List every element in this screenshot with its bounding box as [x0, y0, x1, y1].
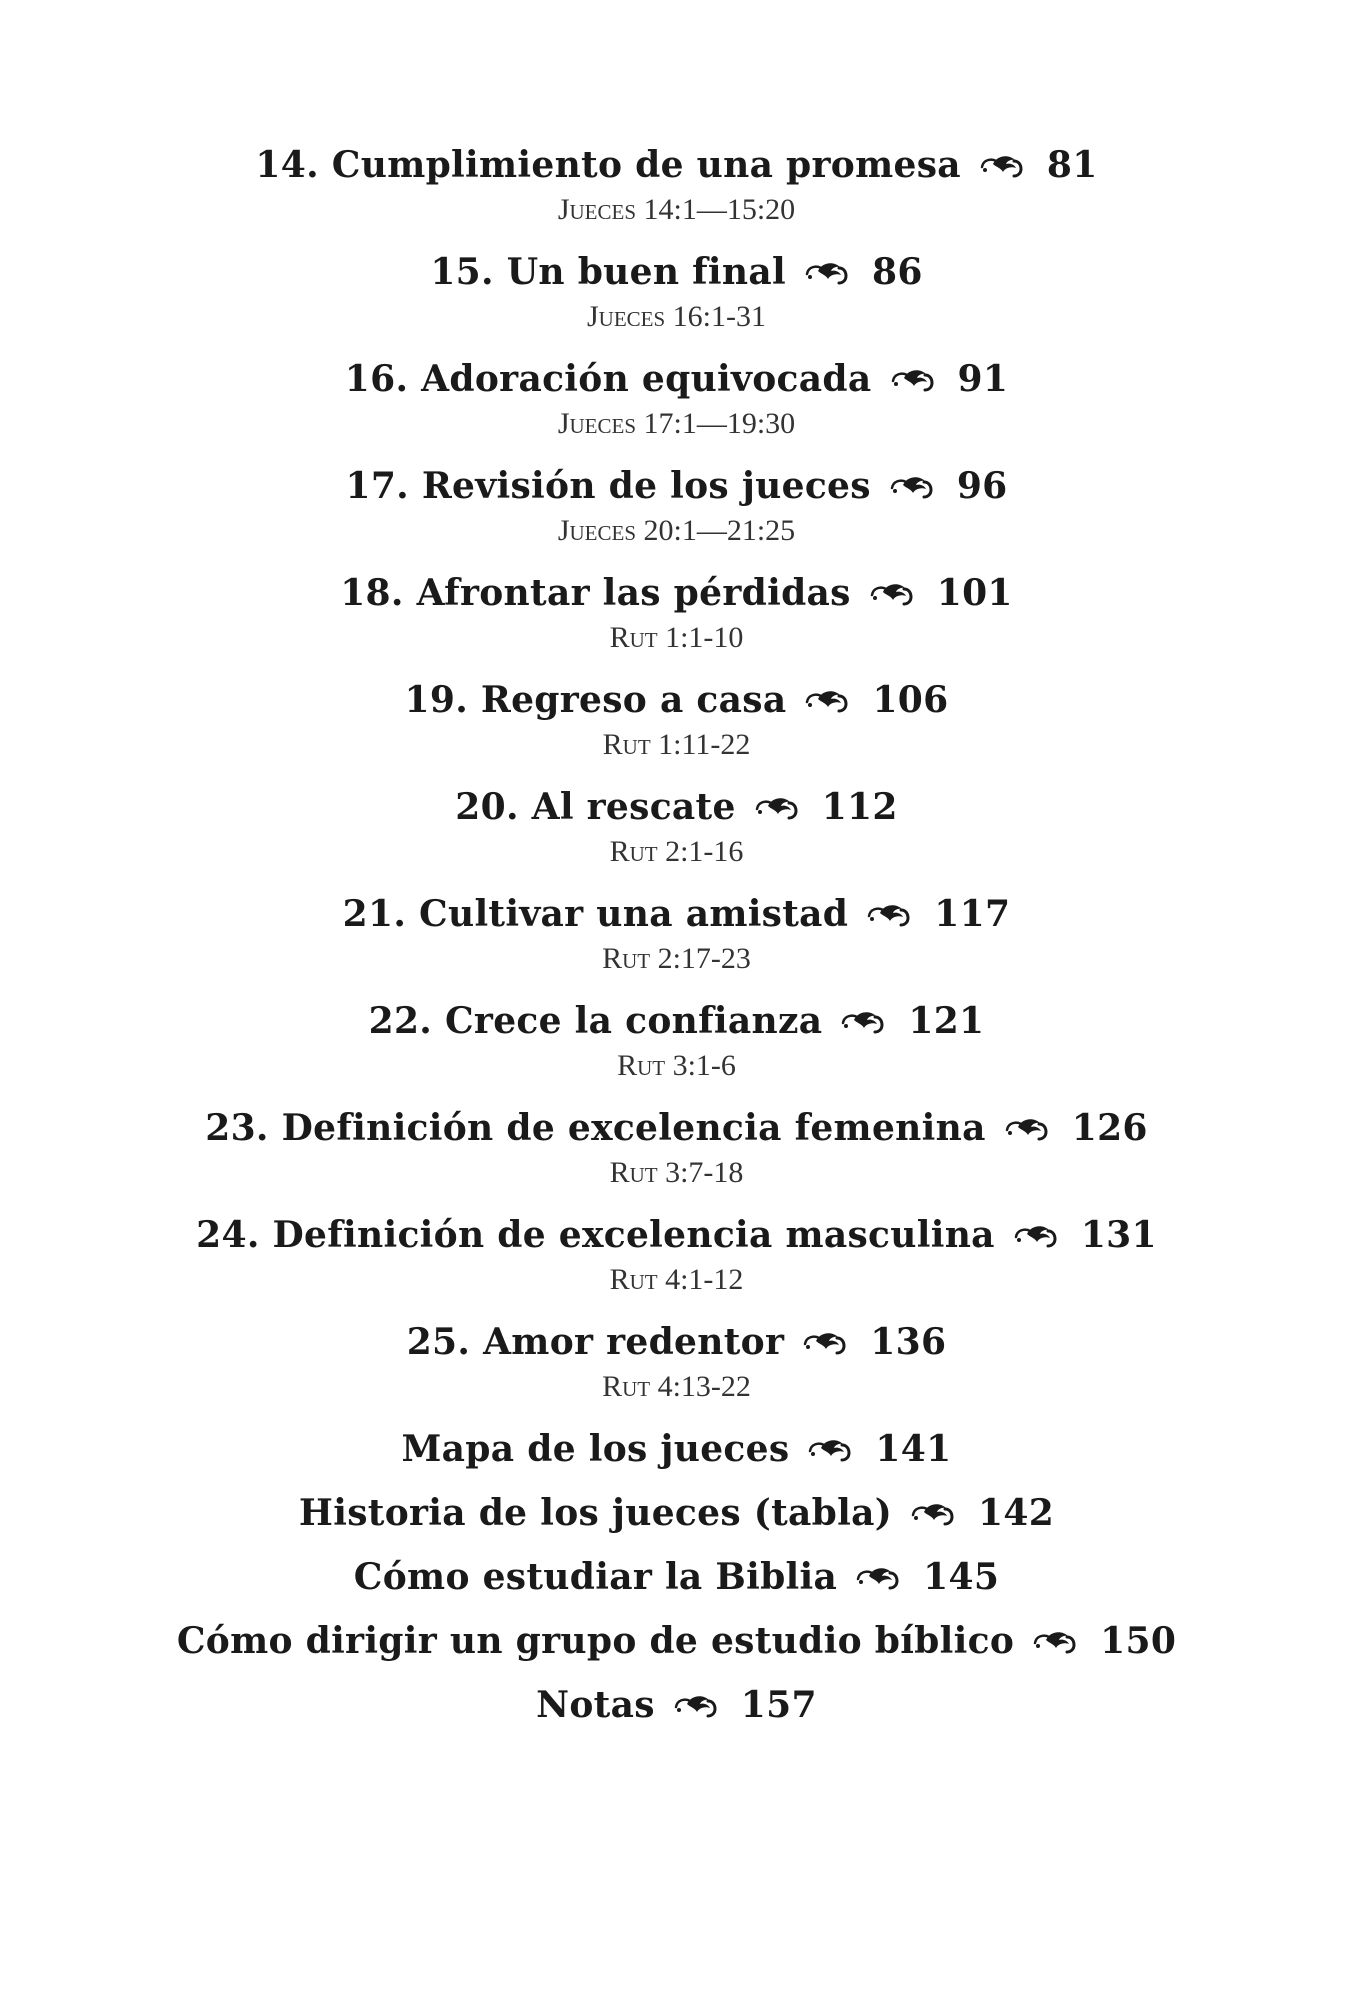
toc-title-line: [0, 1552, 1353, 1602]
chapter-title: Un buen final: [506, 251, 786, 293]
toc-title-line: [0, 889, 1353, 939]
toc-title-line: [0, 782, 1353, 832]
scripture-reference: Rut 3:7-18: [609, 1156, 744, 1189]
chapter-title: Cumplimiento de una promesa: [331, 144, 961, 186]
page-number: 141: [875, 1428, 952, 1470]
toc-entry-mapa[interactable]: [0, 1424, 1353, 1488]
toc-title-line: [0, 1616, 1353, 1666]
scripture-reference: Jueces 16:1-31: [586, 300, 766, 333]
toc-title-line: [0, 461, 1353, 511]
page-number: 117: [934, 893, 1011, 935]
leaf-vine-ornament-icon: [754, 794, 800, 820]
page-number: 145: [923, 1556, 1000, 1598]
toc-entry-historia[interactable]: [0, 1488, 1353, 1552]
toc-title-line: [0, 675, 1353, 725]
scripture-reference: Rut 1:1-10: [609, 621, 744, 654]
table-of-contents: [0, 140, 1353, 1744]
page-number: 101: [936, 572, 1013, 614]
page-number: 142: [978, 1492, 1055, 1534]
leaf-vine-ornament-icon: [890, 366, 936, 392]
chapter-number: 22.: [368, 1000, 433, 1042]
toc-entry-20[interactable]: [0, 782, 1353, 889]
toc-entry-14[interactable]: [0, 140, 1353, 247]
toc-title-line: [0, 996, 1353, 1046]
leaf-vine-ornament-icon: [1004, 1115, 1050, 1141]
scripture-reference: Rut 3:1-6: [617, 1049, 736, 1082]
scripture-reference: Jueces 14:1—15:20: [557, 193, 796, 226]
toc-title-line: [0, 247, 1353, 297]
scripture-reference: Rut 4:13-22: [602, 1370, 751, 1403]
toc-title-line: [0, 1424, 1353, 1474]
page-number: 136: [870, 1321, 947, 1363]
toc-entry-dirigir[interactable]: [0, 1616, 1353, 1680]
chapter-number: 20.: [455, 786, 519, 828]
leaf-vine-ornament-icon: [804, 259, 850, 285]
page-number: 91: [957, 358, 1009, 400]
chapter-number: 15.: [430, 251, 494, 293]
chapter-number: 16.: [344, 358, 409, 400]
page-number: 112: [821, 786, 898, 828]
scripture-reference: Jueces 20:1—21:25: [557, 514, 796, 547]
leaf-vine-ornament-icon: [802, 1329, 848, 1355]
toc-entry-19[interactable]: [0, 675, 1353, 782]
page-number: 131: [1080, 1214, 1157, 1256]
section-title: Cómo dirigir un grupo de estudio bíblico: [176, 1620, 1015, 1662]
toc-entry-25[interactable]: [0, 1317, 1353, 1424]
chapter-number: 21.: [342, 893, 407, 935]
chapter-title: Al rescate: [531, 786, 736, 828]
toc-entry-estudiar[interactable]: [0, 1552, 1353, 1616]
toc-entry-notas[interactable]: [0, 1680, 1353, 1744]
chapter-number: 14.: [255, 144, 319, 186]
scripture-reference: Rut 1:11-22: [602, 728, 751, 761]
leaf-vine-ornament-icon: [804, 687, 850, 713]
section-title: Historia de los jueces (tabla): [298, 1492, 893, 1534]
page-number: 157: [740, 1684, 817, 1726]
chapter-title: Regreso a casa: [480, 679, 787, 721]
leaf-vine-ornament-icon: [1013, 1222, 1059, 1248]
chapter-number: 25.: [406, 1321, 471, 1363]
toc-entry-24[interactable]: [0, 1210, 1353, 1317]
toc-title-line: [0, 1488, 1353, 1538]
leaf-vine-ornament-icon: [869, 580, 915, 606]
section-title: Mapa de los jueces: [401, 1428, 790, 1470]
leaf-vine-ornament-icon: [866, 901, 912, 927]
page-number: 126: [1071, 1107, 1148, 1149]
toc-entry-21[interactable]: [0, 889, 1353, 996]
chapter-number: 24.: [196, 1214, 260, 1256]
chapter-number: 17.: [345, 465, 409, 507]
leaf-vine-ornament-icon: [979, 152, 1025, 178]
chapter-number: 18.: [340, 572, 404, 614]
toc-entry-16[interactable]: [0, 354, 1353, 461]
page-number: 150: [1100, 1620, 1177, 1662]
page-number: 86: [871, 251, 923, 293]
leaf-vine-ornament-icon: [889, 473, 935, 499]
leaf-vine-ornament-icon: [807, 1436, 853, 1462]
chapter-title: Definición de excelencia femenina: [281, 1107, 986, 1149]
toc-title-line: [0, 1103, 1353, 1153]
toc-title-line: [0, 140, 1353, 190]
page-number: 81: [1046, 144, 1098, 186]
chapter-title: Cultivar una amistad: [419, 893, 849, 935]
toc-title-line: [0, 1317, 1353, 1367]
chapter-number: 23.: [205, 1107, 269, 1149]
page-number: 106: [872, 679, 949, 721]
toc-entry-18[interactable]: [0, 568, 1353, 675]
chapter-title: Definición de excelencia masculina: [272, 1214, 995, 1256]
section-title: Notas: [536, 1684, 655, 1726]
chapter-title: Amor redentor: [483, 1321, 785, 1363]
toc-entry-23[interactable]: [0, 1103, 1353, 1210]
chapter-title: Adoración equivocada: [421, 358, 872, 400]
chapter-title: Afrontar las pérdidas: [416, 572, 851, 614]
leaf-vine-ornament-icon: [910, 1500, 956, 1526]
leaf-vine-ornament-icon: [1032, 1628, 1078, 1654]
leaf-vine-ornament-icon: [673, 1692, 719, 1718]
toc-title-line: [0, 1680, 1353, 1730]
toc-entry-15[interactable]: [0, 247, 1353, 354]
chapter-title: Crece la confianza: [444, 1000, 823, 1042]
toc-title-line: [0, 354, 1353, 404]
section-title: Cómo estudiar la Biblia: [353, 1556, 838, 1598]
toc-title-line: [0, 568, 1353, 618]
scripture-reference: Rut 4:1-12: [609, 1263, 744, 1296]
toc-entry-17[interactable]: [0, 461, 1353, 568]
scripture-reference: Rut 2:1-16: [609, 835, 744, 868]
leaf-vine-ornament-icon: [855, 1564, 901, 1590]
toc-title-line: [0, 1210, 1353, 1260]
chapter-number: 19.: [404, 679, 469, 721]
scripture-reference: Rut 2:17-23: [602, 942, 751, 975]
leaf-vine-ornament-icon: [840, 1008, 886, 1034]
toc-entry-22[interactable]: [0, 996, 1353, 1103]
scripture-reference: Jueces 17:1—19:30: [557, 407, 796, 440]
chapter-title: Revisión de los jueces: [421, 465, 871, 507]
page-number: 96: [956, 465, 1008, 507]
page-number: 121: [908, 1000, 985, 1042]
